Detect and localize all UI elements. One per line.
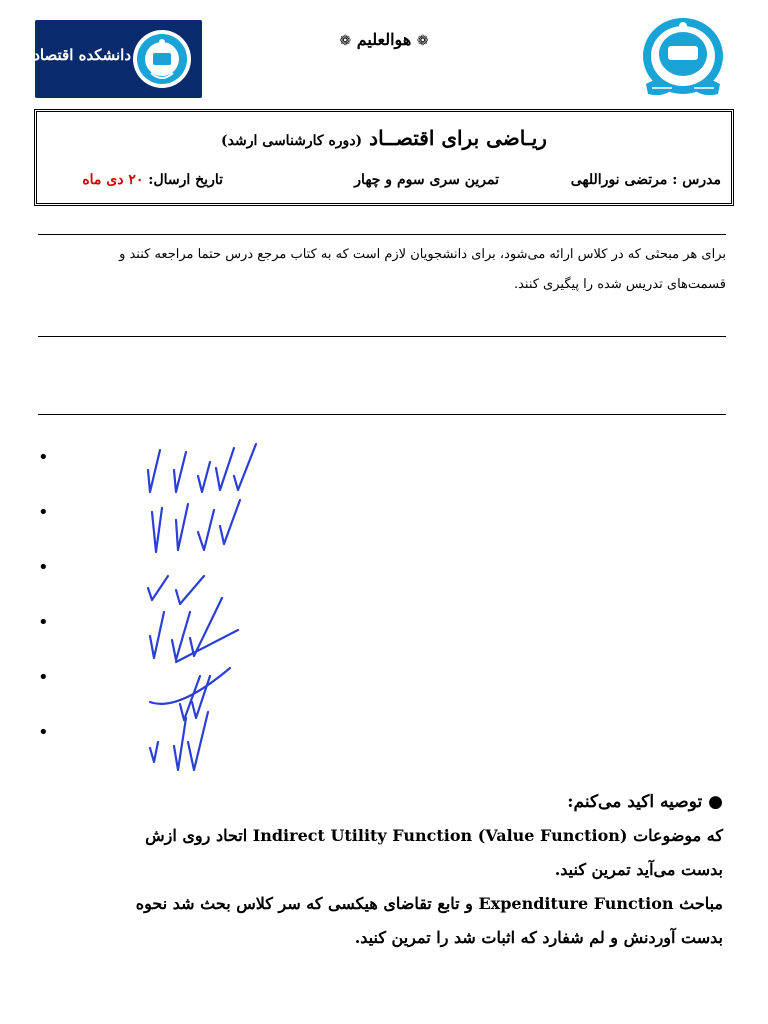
recommendation-text: که موضوعات — [633, 826, 723, 845]
check-mark-icon — [198, 510, 214, 550]
check-mark-icon — [198, 462, 210, 492]
list-bullet: • — [38, 612, 49, 633]
strike-line — [150, 668, 230, 704]
check-mark-icon — [234, 444, 256, 490]
list-bullet: • — [38, 667, 49, 688]
sent-date — [82, 172, 223, 188]
recommendation-line: بدست می‌آید تمرین کنید. — [554, 860, 723, 879]
check-mark-icon — [152, 508, 162, 552]
handwritten-checkmarks — [130, 440, 270, 780]
divider — [38, 414, 726, 415]
check-mark-icon — [188, 712, 208, 770]
list-bullet: • — [38, 447, 49, 468]
assignment-title: تمرین سری سوم و چهار — [354, 172, 499, 188]
check-mark-icon — [148, 576, 168, 600]
intro-note — [38, 240, 726, 300]
course-title-text: ریـاضی برای اقتصــاد — [369, 126, 547, 150]
strike-line — [176, 630, 238, 662]
sent-date-label: تاریخ ارسال: — [148, 172, 223, 188]
recommendation-text: مباحث — [679, 894, 723, 913]
course-title — [37, 126, 731, 150]
list-bullet: • — [38, 722, 49, 743]
intro-line: برای هر مبحثی که در کلاس ارائه می‌شود، برای دانشجویان لازم است که به کتاب مرجع درس حتما مراجعه کنند و — [119, 247, 726, 262]
recommendation-line: بدست آوردنش و لم شفارد که اثبات شد را تمرین کنید. — [354, 928, 723, 947]
recommendation-line — [60, 819, 723, 853]
divider — [38, 336, 726, 337]
list-bullet: • — [38, 557, 49, 578]
university-emblem-icon — [131, 28, 193, 90]
sent-date-value: ۲۰ دی ماه — [82, 172, 144, 188]
recommendation-term: Indirect Utility Function (Value Function) — [252, 826, 628, 845]
check-mark-icon — [174, 452, 186, 492]
list-bullet: • — [38, 502, 49, 523]
check-mark-icon — [220, 500, 240, 544]
check-mark-icon — [150, 612, 164, 658]
check-mark-icon — [216, 448, 234, 490]
faculty-logo — [35, 20, 202, 98]
recommendation-text: اتحاد روی ازش — [145, 826, 248, 845]
check-mark-icon — [148, 450, 160, 492]
top-title-text: هوالعليم — [356, 30, 412, 49]
check-mark-icon — [176, 576, 204, 604]
divider — [38, 234, 726, 235]
faculty-name: دانشکده اقتصاد — [33, 46, 131, 64]
check-mark-icon — [172, 612, 190, 660]
intro-line: قسمت‌های تدریس شده را پیگیری کنند. — [513, 277, 726, 292]
course-level: (دوره کارشناسی ارشد) — [221, 133, 363, 149]
instructor-name: مدرس : مرتضی نوراللهی — [570, 172, 721, 188]
check-mark-icon — [176, 504, 188, 550]
recommendation-line — [60, 887, 723, 921]
check-mark-icon — [174, 718, 186, 770]
check-mark-icon — [150, 742, 158, 762]
recommendation-heading-text: توصیه اکید می‌کنم: — [567, 792, 703, 812]
course-header-box — [34, 109, 734, 206]
recommendation-term: Expenditure Function — [478, 894, 674, 913]
bullet-icon: ● — [708, 792, 723, 812]
ornament-icon: ❁ — [339, 33, 352, 49]
ornament-icon: ❁ — [416, 33, 429, 49]
recommendation-section — [60, 785, 723, 955]
recommendation-heading — [60, 785, 723, 819]
university-logo-icon — [634, 14, 732, 104]
recommendation-text: و تابع تقاضای هیکسی که سر کلاس بحث شد نحوه — [135, 894, 473, 913]
